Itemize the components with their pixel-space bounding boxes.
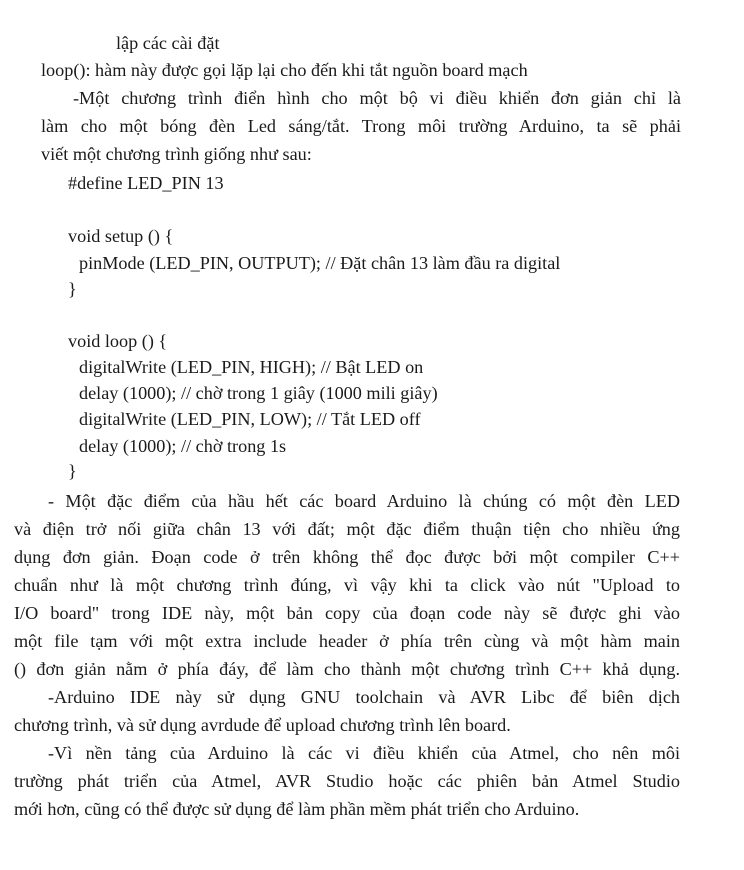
text-line: làm cho một bóng đèn Led sáng/tắt. Trong môi trường Arduino, ta sẽ phải xyxy=(41,116,681,136)
text-line: chuẩn như là một chương trình đúng, vì vậy khi ta click vào nút "Upload to xyxy=(14,575,680,595)
text-line: - Một đặc điểm của hầu hết các board Arduino là chúng có một đèn LED xyxy=(48,491,680,511)
code-line: pinMode (LED_PIN, OUTPUT); // Đặt chân 13 làm đầu ra digital xyxy=(79,253,561,273)
code-line: #define LED_PIN 13 xyxy=(68,173,224,193)
text-line: mới hơn, cũng có thể được sử dụng để làm phần mềm phát triển cho Arduino. xyxy=(14,799,580,819)
code-line: } xyxy=(68,279,77,299)
text-line: loop(): hàm này được gọi lặp lại cho đến khi tắt nguồn board mạch xyxy=(41,60,528,80)
text-line: dụng đơn giản. Đoạn code ở trên không thể đọc được bởi một compiler C++ xyxy=(14,547,680,567)
code-line: digitalWrite (LED_PIN, HIGH); // Bật LED on xyxy=(79,357,424,377)
text-line: -Vì nền tảng của Arduino là các vi điều khiển của Atmel, cho nên môi xyxy=(48,743,680,763)
text-line: -Arduino IDE này sử dụng GNU toolchain và AVR Libc để biên dịch xyxy=(48,687,680,707)
code-line: void setup () { xyxy=(68,226,174,246)
code-line: delay (1000); // chờ trong 1 giây (1000 mili giây) xyxy=(79,383,438,403)
text-line: lập các cài đặt xyxy=(116,33,220,53)
text-line: và điện trở nối giữa chân 13 với đất; một đặc điểm thuận tiện cho nhiều ứng xyxy=(14,519,680,539)
text-line: viết một chương trình giống như sau: xyxy=(41,144,312,164)
code-line: delay (1000); // chờ trong 1s xyxy=(79,436,287,456)
code-line: } xyxy=(68,461,77,481)
text-line: -Một chương trình điển hình cho một bộ vi điều khiển đơn giản chỉ là xyxy=(73,88,681,108)
text-line: () đơn giản nằm ở phía đáy, để làm cho thành một chương trình C++ khả dụng. xyxy=(14,659,680,679)
code-line: void loop () { xyxy=(68,331,168,351)
text-line: chương trình, và sử dụng avrdude để upload chương trình lên board. xyxy=(14,715,511,735)
text-line: I/O board" trong IDE này, một bản copy của đoạn code này sẽ được ghi vào xyxy=(14,603,680,623)
text-line: một file tạm với một extra include header ở phía trên cùng và một hàm main xyxy=(14,631,680,651)
code-line: digitalWrite (LED_PIN, LOW); // Tắt LED off xyxy=(79,409,421,429)
text-line: trường phát triển của Atmel, AVR Studio hoặc các phiên bản Atmel Studio xyxy=(14,771,680,791)
